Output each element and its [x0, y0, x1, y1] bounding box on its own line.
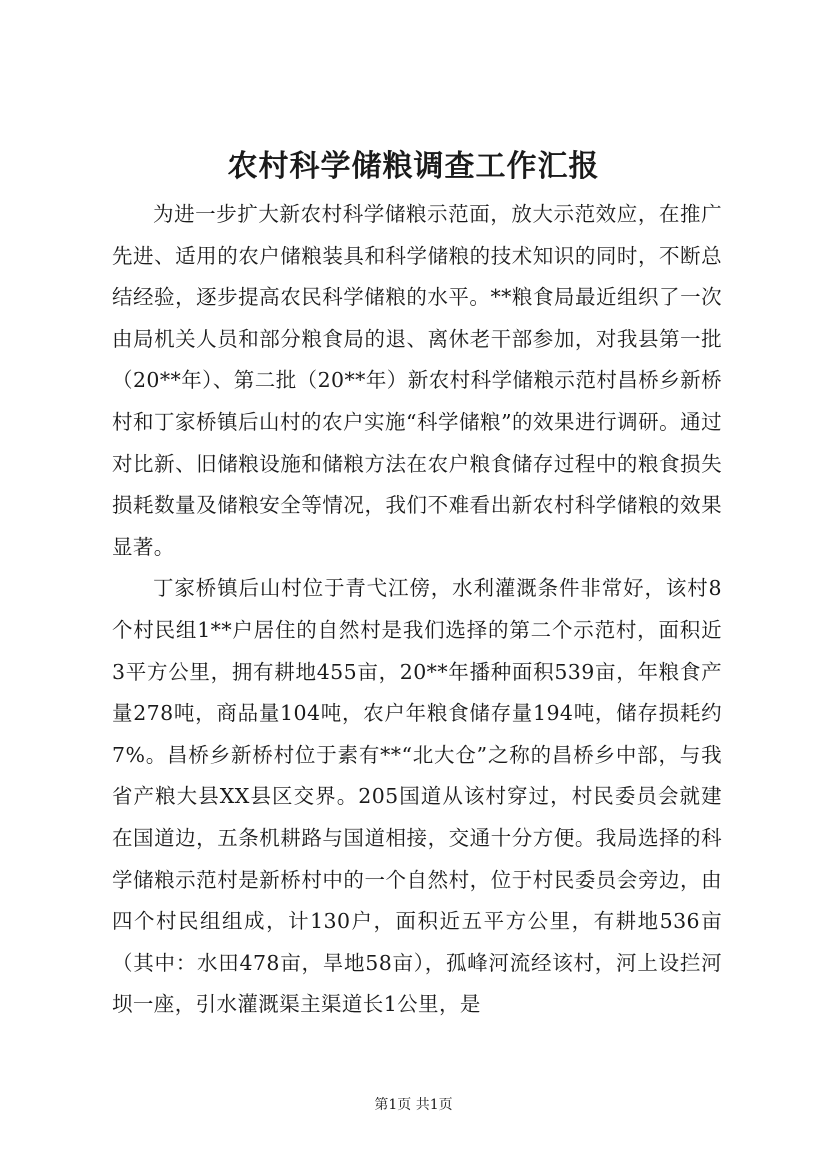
- paragraph-intro: 为进一步扩大新农村科学储粮示范面，放大示范效应，在推广先进、适用的农户储粮装具和科学储粮的技术知识的同时，不断总结经验，逐步提高农民科学储粮的水平。**粮食局最近组织了一次由局机关人员和部分粮食局的退、离休老干部参加，对我县第一批（20**年）、第二批（20**年）新农村科学储粮示范村昌桥乡新桥村和丁家桥镇后山村的农户实施“科学储粮”的效果进行调研。通过对比新、旧储粮设施和储粮方法在农户粮食储存过程中的粮食损失损耗数量及储粮安全等情况，我们不难看出新农村科学储粮的效果显著。: [112, 202, 722, 559]
- page-total: 共1页: [415, 1097, 453, 1113]
- page-number: 第1页: [374, 1097, 412, 1113]
- paragraph-village-details: 丁家桥镇后山村位于青弋江傍，水利灌溉条件非常好，该村8个村民组1**户居住的自然村是我们选择的第二个示范村，面积近3平方公里，拥有耕地455亩，20**年播种面积539亩，年粮食产量278吨，商品量104吨，农户年粮食储存量194吨，储存损耗约7%。昌桥乡新桥村位于素有**“北大仓”之称的昌桥乡中部，与我省产粮大县XX县区交界。205国道从该村穿过，村民委员会就建在国道边，五条机耕路与国道相接，交通十分方便。我局选择的科学储粮示范村是新桥村中的一个自然村，位于村民委员会旁边，由四个村民组组成，计130户，面积近五平方公里，有耕地536亩（其中：水田478亩，旱地58亩），孤峰河流经该村，河上设拦河坝一座，引水灌溉渠主渠道长1公里，是: [112, 576, 722, 1017]
- document-body: [112, 194, 722, 1026]
- document-title: 农村科学储粮调查工作汇报: [227, 149, 600, 184]
- page-footer: [0, 1095, 827, 1115]
